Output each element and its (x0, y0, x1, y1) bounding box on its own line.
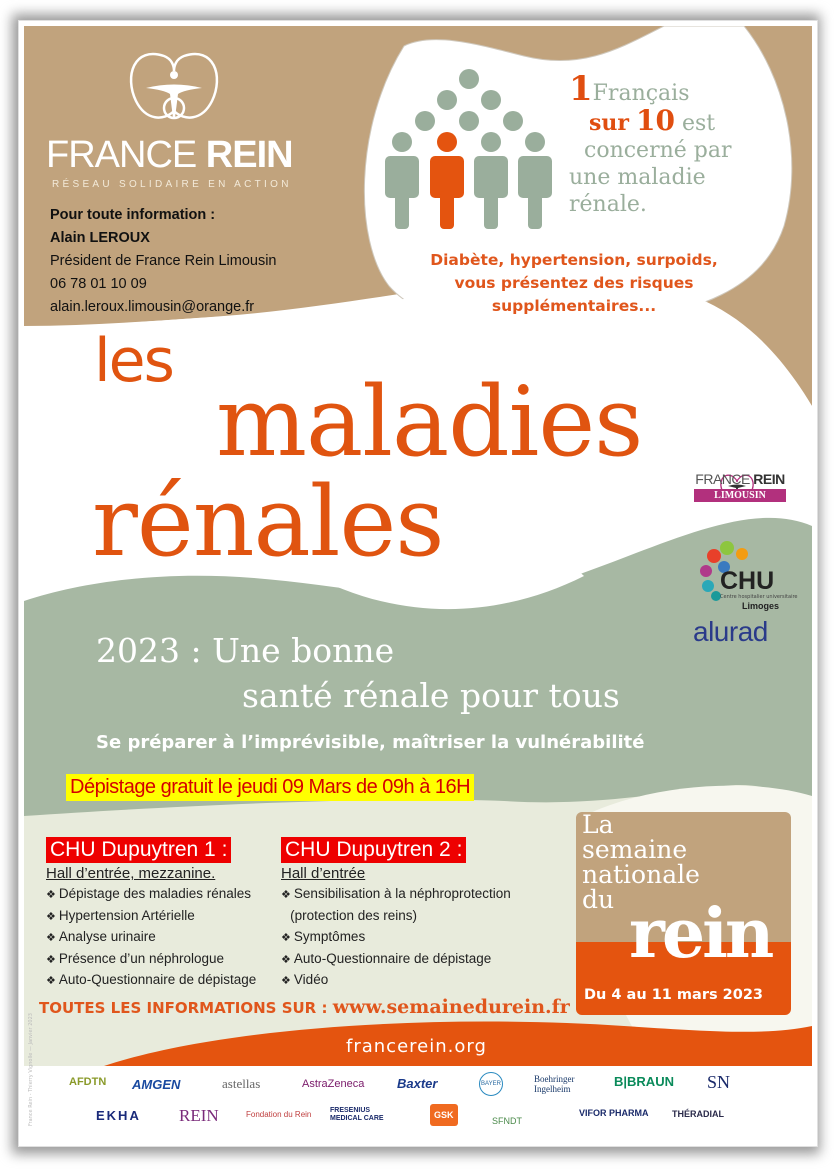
logo-tagline: RÉSEAU SOLIDAIRE EN ACTION (52, 179, 292, 190)
contact-block (50, 204, 276, 319)
title-maladies: maladies (216, 366, 643, 478)
semainedurein-link[interactable]: www.semainedurein.fr (332, 996, 570, 1018)
contact-email[interactable]: alain.leroux.limousin@orange.fr (50, 299, 255, 315)
sponsor-logo: EKHA (96, 1108, 141, 1123)
list-item: ❖ Sensibilisation à la néphroprotection (281, 884, 511, 906)
sponsor-logo: astellas (222, 1076, 261, 1091)
sponsor-logo: Fondation du Rein (246, 1110, 312, 1119)
risk-factors-text: Diabète, hypertension, surpoids, vous présentez des risques supplémentaires... (430, 251, 718, 315)
chu-limoges-logo: CHU (720, 567, 775, 595)
location-1-title: CHU Dupuytren 1 : (46, 837, 231, 863)
theme-line-2: santé rénale pour tous (242, 676, 620, 715)
statistic-text: 1Français sur 10 est concerné par une maladie rénale. (569, 69, 732, 217)
theme-line-1: 2023 : Une bonne (96, 631, 395, 670)
location-2 (281, 837, 511, 992)
list-item: ❖ Dépistage des maladies rénales (46, 884, 256, 906)
sponsor-logo: SFNDT (492, 1116, 522, 1126)
info-line: TOUTES LES INFORMATIONS SUR : www.semainedurein.fr (39, 996, 570, 1018)
sponsor-logo: AstraZeneca (302, 1078, 365, 1090)
sponsor-logo: B|BRAUN (614, 1074, 674, 1089)
france-rein-logo: FRANCE REIN (46, 134, 293, 176)
screening-banner: Dépistage gratuit le jeudi 09 Mars de 09h à 16H (66, 774, 474, 801)
sponsor-logo: Boehringer Ingelheim (534, 1074, 575, 1094)
poster: FRANCE REIN RÉSEAU SOLIDAIRE EN ACTION Pour toute information : Alain LEROUX Président de France Rein Limousin 06 78 01 10 09 alain.leroux.limousin@orange.fr 1Français sur 10 est concerné par une maladie rénale. Diabète, hypertension, surpoids, vous présentez des risques supplémentaires... les maladies rénales FRANCE REIN LIMOUSIN CHU Centre hospitalier universitaire Limoges alurad 2023 : Une bonne santé rénale pour tous Se préparer à l’imprévisible, maîtriser la vulnérabilité Dépistage gratuit le jeudi 09 Mars de 09h à 16H CHU Dupuytren 1 : Hall d’entrée, mezzanine. ❖ Dépistage des maladies rénales ❖ Hypertension Artérielle ❖ Analyse urinaire ❖ Présence d’un néphrologue ❖ Auto-Questionnaire de dépistage CHU Dupuytren 2 : Hall d’entrée ❖ Sensibilisation à la néphroprotection (protection des reins) ❖ Symptômes ❖ Auto-Questionnaire de dépistage ❖ Vidéo La semaine nationale du rein Du 4 au 11 mars 2023 TOUTES LES INFORMATIONS SUR : www.semainedurein.fr francerein.org France Rein - Thierry Vignolle — Janvier 2023 AFDTN AMGEN astellas AstraZeneca Baxter BAYER Boehringer Ingelheim B|BRAUN SN EKHA REIN Fondation du Rein FRESENIUS MEDICAL CARE GSK SFNDT VIFOR PHARMA THÉRADIAL (18, 20, 818, 1147)
alurad-logo: alurad (693, 616, 768, 647)
title-renales: rénales (92, 466, 444, 578)
list-item: ❖ Auto-Questionnaire de dépistage (281, 949, 511, 971)
location-2-place: Hall d’entrée (281, 865, 366, 882)
francerein-link[interactable]: francerein.org (346, 1036, 487, 1057)
sponsor-logo: AMGEN (132, 1077, 181, 1092)
sponsor-logo: GSK (430, 1104, 458, 1126)
semaine-dates: Du 4 au 11 mars 2023 (584, 987, 764, 1003)
contact-role: Président de France Rein Limousin (50, 253, 277, 269)
location-1 (46, 837, 256, 992)
sponsor-logo: BAYER (479, 1072, 503, 1096)
contact-name: Alain LEROUX (50, 230, 150, 246)
list-item: ❖ Symptômes (281, 927, 511, 949)
list-item: ❖ Hypertension Artérielle (46, 906, 256, 928)
location-2-title: CHU Dupuytren 2 : (281, 837, 466, 863)
list-item: ❖ Auto-Questionnaire de dépistage (46, 970, 256, 992)
credit-text: France Rein - Thierry Vignolle — Janvier 2023 (28, 1013, 34, 1126)
sponsor-logo: REIN (179, 1106, 219, 1125)
semaine-title: La semaine nationale du (582, 810, 700, 914)
sponsor-logo: FRESENIUS MEDICAL CARE (330, 1107, 384, 1122)
theme-subtitle: Se préparer à l’imprévisible, maîtriser la vulnérabilité (96, 732, 645, 753)
sponsor-logo: THÉRADIAL (672, 1109, 724, 1119)
list-item: ❖ Présence d’un néphrologue (46, 949, 256, 971)
list-item: ❖ Analyse urinaire (46, 927, 256, 949)
sponsor-logo: SN (707, 1072, 731, 1092)
list-item: ❖ Vidéo (281, 970, 511, 992)
sponsor-logo: Baxter (397, 1076, 438, 1091)
sponsor-logo: AFDTN (69, 1076, 107, 1088)
location-1-place: Hall d’entrée, mezzanine. (46, 865, 216, 882)
semaine-rein: rein (629, 894, 772, 974)
france-rein-limousin-logo: FRANCE REIN LIMOUSIN (695, 471, 785, 501)
sponsor-logo: VIFOR PHARMA (579, 1108, 649, 1118)
contact-phone: 06 78 01 10 09 (50, 276, 147, 292)
contact-heading: Pour toute information : (50, 207, 216, 223)
list-item: (protection des reins) (290, 907, 417, 923)
title-les: les (94, 326, 173, 396)
